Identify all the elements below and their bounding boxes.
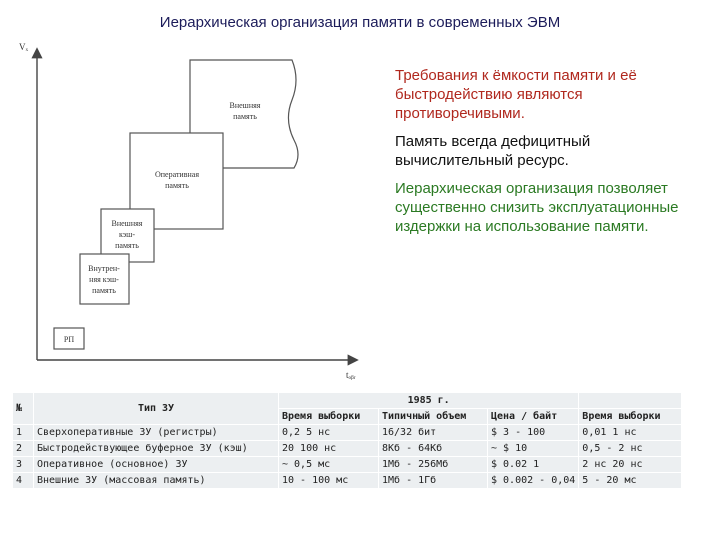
header-time2: Время выборки bbox=[579, 409, 681, 424]
table-row bbox=[13, 441, 681, 456]
cell-price: $ 3 - 100 bbox=[488, 425, 578, 440]
cell-type: Оперативное (основное) ЗУ bbox=[34, 457, 278, 472]
cell-time2: 0,01 1 нс bbox=[579, 425, 681, 440]
int-cache-line2: няя кэш- bbox=[89, 275, 119, 284]
ext-cache-line1: Внешняя bbox=[111, 219, 143, 228]
table-row bbox=[13, 457, 681, 472]
cell-type: Сверхоперативные ЗУ (регистры) bbox=[34, 425, 278, 440]
cell-num: 4 bbox=[13, 473, 33, 488]
header-price: Цена / байт bbox=[488, 409, 578, 424]
cell-price: $ 0.02 1 bbox=[488, 457, 578, 472]
table-header-row-year bbox=[13, 393, 681, 408]
cell-num: 1 bbox=[13, 425, 33, 440]
y-axis-label: Vₓ bbox=[19, 42, 29, 52]
cell-type: Быстродействующее буферное ЗУ (кэш) bbox=[34, 441, 278, 456]
int-cache-line3: память bbox=[92, 286, 116, 295]
cell-num: 2 bbox=[13, 441, 33, 456]
notes-panel bbox=[395, 66, 695, 245]
registers-label: РП bbox=[63, 335, 75, 344]
cell-volume: 1Мб - 1Гб bbox=[379, 473, 487, 488]
ram-line1: Оперативная bbox=[154, 170, 200, 179]
int-cache-line1: Внутрен- bbox=[88, 264, 120, 273]
memory-types-table bbox=[12, 392, 682, 489]
cell-type: Внешние ЗУ (массовая память) bbox=[34, 473, 278, 488]
cell-time1: ~ 0,5 мс bbox=[279, 457, 378, 472]
cell-time1: 10 - 100 мс bbox=[279, 473, 378, 488]
header-time1: Время выборки bbox=[279, 409, 378, 424]
note-hierarchy-benefit: Иерархическая организация позволяет существенно снизить эксплуатационные издержки на использование памяти. bbox=[395, 180, 679, 235]
ext-cache-line3: память bbox=[115, 241, 139, 250]
header-type: Тип ЗУ bbox=[34, 393, 278, 424]
cell-time2: 5 - 20 мс bbox=[579, 473, 681, 488]
cell-time1: 20 100 нс bbox=[279, 441, 378, 456]
cell-volume: 16/32 бит bbox=[379, 425, 487, 440]
cell-time1: 0,2 5 нс bbox=[279, 425, 378, 440]
cell-time2: 2 нс 20 нс bbox=[579, 457, 681, 472]
header-num: № bbox=[13, 393, 33, 424]
slide-title: Иерархическая организация памяти в современных ЭВМ bbox=[159, 14, 561, 31]
cell-volume: 1Мб - 256Мб bbox=[379, 457, 487, 472]
note-scarce-resource: Память всегда дефицитный вычислительный ресурс. bbox=[395, 133, 591, 169]
table-row bbox=[13, 425, 681, 440]
header-volume: Типичный объем bbox=[379, 409, 487, 424]
cell-volume: 8Кб - 64Кб bbox=[379, 441, 487, 456]
cell-time2: 0,5 - 2 нс bbox=[579, 441, 681, 456]
header-year-empty bbox=[579, 393, 681, 408]
note-contradictory-requirements: Требования к ёмкости памяти и её быстродействию являются противоречивыми. bbox=[395, 67, 637, 122]
table-row bbox=[13, 473, 681, 488]
header-year: 1985 г. bbox=[279, 393, 578, 408]
ram-line2: память bbox=[165, 181, 189, 190]
x-axis-label: tₒᵦᵣ bbox=[346, 370, 356, 380]
cell-num: 3 bbox=[13, 457, 33, 472]
external-memory-line1: Внешняя bbox=[229, 101, 261, 110]
ext-cache-line2: кэш- bbox=[118, 230, 136, 239]
cell-price: ~ $ 10 bbox=[488, 441, 578, 456]
external-memory-line2: память bbox=[233, 112, 257, 121]
cell-price: $ 0.002 - 0,04 bbox=[488, 473, 578, 488]
